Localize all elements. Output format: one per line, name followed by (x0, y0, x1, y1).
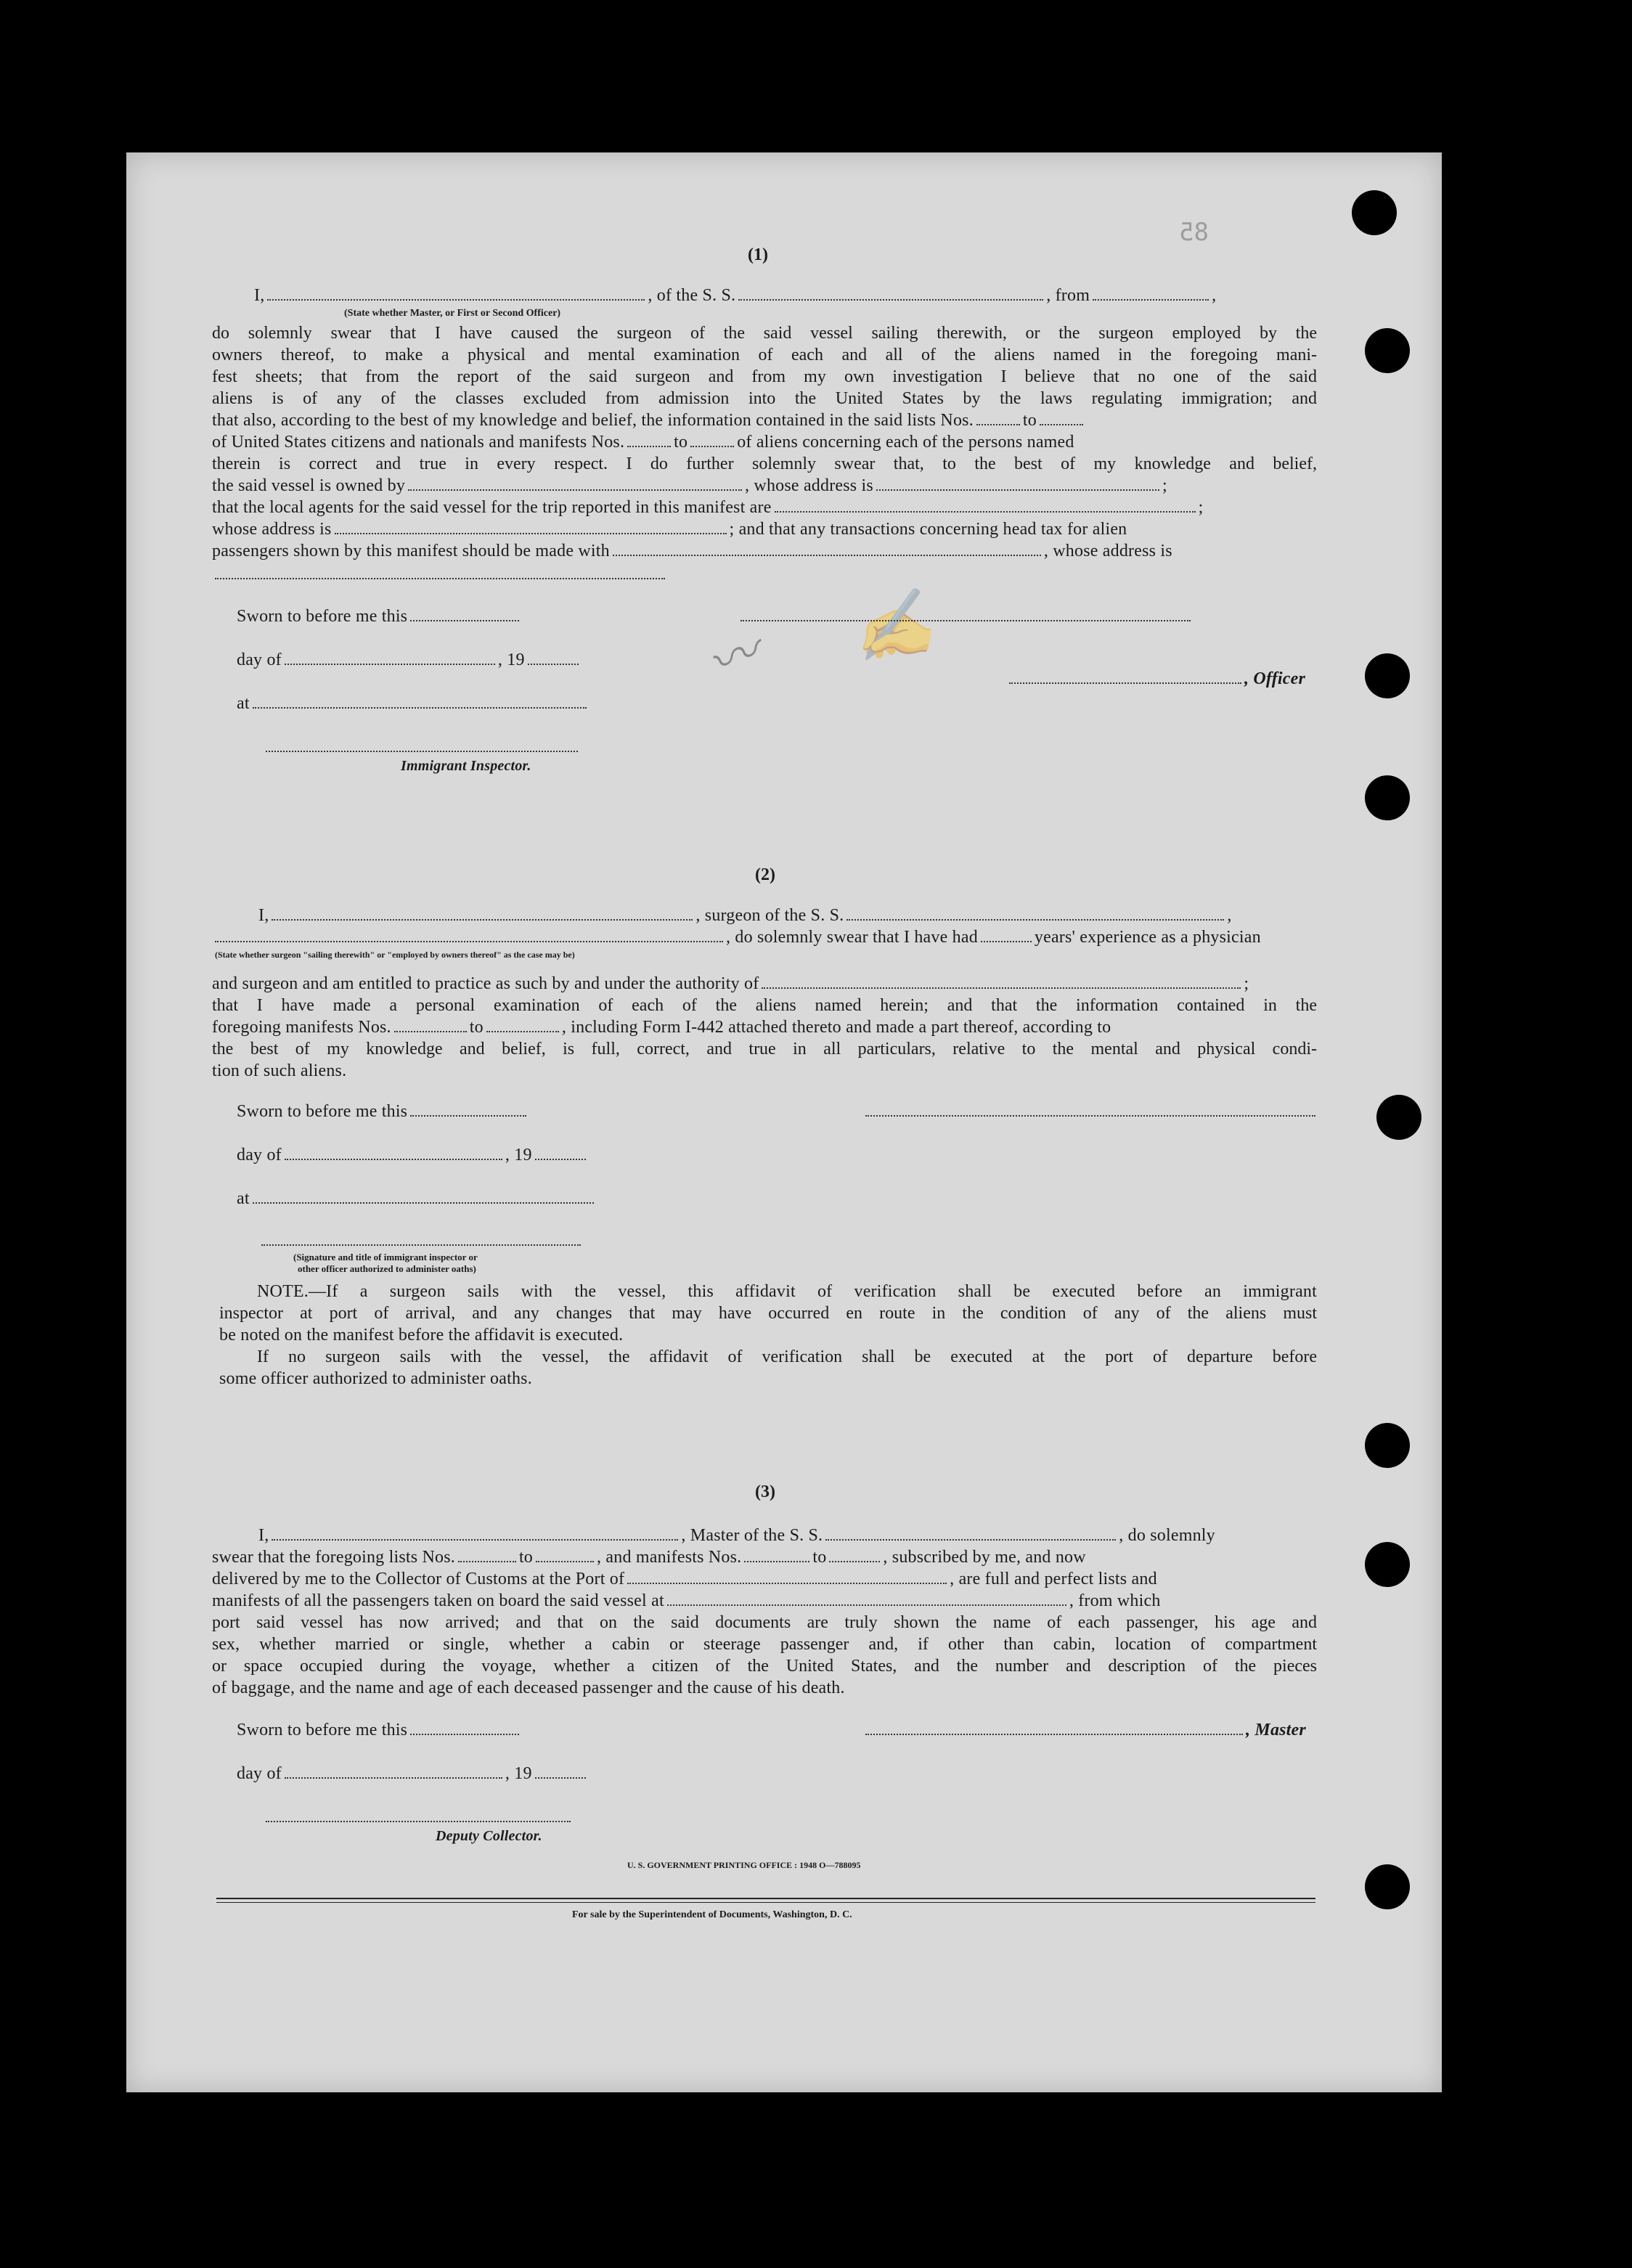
s1-officer-signature-line (738, 605, 1194, 627)
s2-body-line-4: the best of my knowledge and belief, is full, correct, and true in all particulars, relative to the mental and physical condi- (212, 1040, 1317, 1058)
s1-head-tax-address-blank[interactable] (215, 577, 665, 579)
punch-hole (1376, 1095, 1421, 1140)
s1-at-blank[interactable] (253, 706, 587, 709)
s1-owner-address-blank[interactable] (876, 489, 1159, 491)
s3-ship-blank[interactable] (825, 1538, 1116, 1541)
s1-i-label: I, (254, 286, 265, 305)
s2-day-blank[interactable] (285, 1158, 502, 1160)
s1-agents-blank[interactable] (775, 510, 1196, 513)
s1-head-tax-blank[interactable] (613, 554, 1041, 556)
sale-notice: For sale by the Superintendent of Documents, Washington, D. C. (572, 1909, 852, 1920)
s3-body-line-3: or space occupied during the voyage, whether a citizen of the United States, and the number and description of the pieces (212, 1657, 1317, 1676)
s1-day-of: day of , 19 (237, 649, 582, 671)
s2-manifests-to-blank[interactable] (486, 1030, 559, 1032)
punch-hole (1365, 1542, 1410, 1587)
s2-sworn-blank[interactable] (410, 1114, 526, 1117)
s2-authority-blank[interactable] (762, 987, 1241, 989)
s1-officer-title-blank[interactable] (1009, 682, 1241, 684)
s1-sworn-blank[interactable] (410, 619, 519, 621)
s2-year-blank[interactable] (535, 1158, 586, 1160)
s1-body-line-5: that also, according to the best of my knowledge and belief, the information contained in the said lists Nos. to (212, 409, 1086, 431)
s2-sig-note-1: (Signature and title of immigrant inspector or (293, 1252, 478, 1263)
s1-inspector-blank[interactable] (266, 750, 578, 752)
s1-line-1: I, , of the S. S. , from , (254, 286, 1217, 305)
s3-line-4: manifests of all the passengers taken on board the said vessel at , from which (212, 1591, 1161, 1610)
s2-body-line-3: foregoing manifests Nos. to , including Form I-442 attached thereto and made a part thereof, according to (212, 1018, 1111, 1037)
s1-address-line (212, 563, 668, 585)
s2-ship-blank[interactable] (846, 918, 1224, 921)
s3-year-blank[interactable] (535, 1777, 586, 1779)
s3-body-line-1: port said vessel has now arrived; and that on the said documents are truly shown the name of each passenger, his age and (212, 1613, 1317, 1632)
s1-body-line-2: owners thereof, to make a physical and mental examination of each and all of the aliens named in the foregoing mani- (212, 346, 1317, 364)
s2-note-line-1: NOTE.—If a surgeon sails with the vessel, this affidavit of verification shall be executed before an immigrant (257, 1282, 1317, 1301)
s2-surgeon-name-blank[interactable] (272, 918, 693, 921)
s3-sworn-blank[interactable] (410, 1733, 519, 1735)
bleed-through-page-number: 85 (1179, 218, 1209, 247)
punch-hole (1352, 190, 1397, 235)
s1-from-label: , from (1046, 286, 1090, 305)
s1-body-line-11: passengers shown by this manifest should be made with , whose address is (212, 542, 1172, 560)
s1-body-line-6: of United States citizens and nationals and manifests Nos. to of aliens concerning each of the persons named (212, 433, 1074, 452)
s1-sworn: Sworn to before me this (237, 605, 522, 627)
s3-day-of: day of , 19 (237, 1763, 589, 1784)
s2-sig-line (258, 1230, 584, 1252)
s3-body-line-2: sex, whether married or single, whether a cabin or steerage passenger and, if other than cabin, location of compartment (212, 1635, 1317, 1654)
s1-from-blank[interactable] (1093, 298, 1209, 301)
s3-master-label: , Master (1246, 1721, 1306, 1739)
s2-surgeon-note: (State whether surgeon "sailing therewith" or "employed by owners thereof" as the case may be) (215, 950, 575, 960)
s1-body-line-1: do solemnly swear that I have caused the surgeon of the said vessel sailing therewith, or the surgeon employed by the (212, 324, 1317, 343)
punch-hole (1365, 1864, 1410, 1909)
s1-body-line-9: that the local agents for the said vessel for the trip reported in this manifest are ; (212, 498, 1204, 517)
s2-day-of: day of , 19 (237, 1144, 589, 1166)
s1-manifests-from-blank[interactable] (627, 445, 671, 447)
s2-manifests-from-blank[interactable] (394, 1030, 467, 1032)
s1-body-line-3: fest sheets; that from the report of the said surgeon and from my own investigation I believe that no one of the said (212, 367, 1317, 386)
s1-officer-line (1006, 668, 1305, 690)
section-1-number: (1) (748, 245, 768, 264)
section-3-number: (3) (755, 1482, 775, 1501)
s2-sworn: Sworn to before me this (237, 1101, 529, 1122)
s1-body-line-7: therein is correct and true in every respect. I do further solemnly swear that, to the best of my knowledge and belief, (212, 454, 1317, 473)
s2-note-line-5: some officer authorized to administer oaths. (219, 1369, 532, 1388)
s2-at-blank[interactable] (253, 1202, 594, 1204)
s2-at: at (237, 1188, 597, 1210)
s1-of-ss-label: , of the S. S. (648, 286, 736, 305)
s1-body-line-10: whose address is ; and that any transactions concerning head tax for alien (212, 520, 1127, 539)
s2-note-line-4: If no surgeon sails with the vessel, the affidavit of verification shall be executed at the port of departure before (257, 1347, 1317, 1366)
s1-year-blank[interactable] (528, 663, 579, 665)
s1-ship-blank[interactable] (738, 298, 1043, 301)
s3-deputy-blank[interactable] (266, 1820, 571, 1822)
s2-note-line-2: inspector at port of arrival, and any changes that may have occurred en route in the condition of any of the aliens must (219, 1304, 1317, 1323)
s3-line-3: delivered by me to the Collector of Customs at the Port of , are full and perfect lists and (212, 1570, 1157, 1588)
s2-note-line-3: be noted on the manifest before the affidavit is executed. (219, 1326, 624, 1345)
s2-surgeon-type-blank[interactable] (215, 940, 723, 942)
s2-line-1: I, , surgeon of the S. S. , (258, 906, 1232, 925)
s2-years-blank[interactable] (981, 940, 1032, 942)
punch-hole (1365, 328, 1410, 373)
s3-lists-from-blank[interactable] (458, 1560, 516, 1562)
handwritten-signature: ✍ (847, 582, 939, 670)
punch-hole (1365, 775, 1410, 820)
s2-sig-note-2: other officer authorized to administer oaths) (298, 1263, 476, 1274)
s1-officer-label: , Officer (1244, 669, 1305, 688)
s3-boarding-port-blank[interactable] (667, 1604, 1066, 1606)
handwritten-mark: 〰 (699, 621, 768, 695)
s2-signature-line (862, 1101, 1318, 1122)
s1-inspector-label: Immigrant Inspector. (401, 758, 531, 774)
s1-manifests-to-blank[interactable] (690, 445, 734, 447)
footer-rule-1 (216, 1898, 1315, 1899)
gpo-imprint: U. S. GOVERNMENT PRINTING OFFICE : 1948 O—788095 (627, 1860, 861, 1870)
s3-day-blank[interactable] (285, 1777, 502, 1779)
s3-port-blank[interactable] (627, 1582, 947, 1584)
s2-body-line-5: tion of such aliens. (212, 1061, 347, 1080)
s3-master-signature (862, 1719, 1306, 1741)
note-label: NOTE. (257, 1282, 309, 1301)
s2-body-line-1: and surgeon and am entitled to practice as such by and under the authority of ; (212, 974, 1249, 993)
footer-rule-2 (216, 1902, 1315, 1903)
s1-day-blank[interactable] (285, 663, 495, 665)
punch-hole (1365, 653, 1410, 698)
s1-lists-from-blank[interactable] (976, 423, 1020, 425)
s3-line-2: swear that the foregoing lists Nos. to , and manifests Nos. to , subscribed by me, and now (212, 1548, 1086, 1567)
section-2-number: (2) (755, 865, 775, 884)
s1-agents-address-blank[interactable] (335, 532, 727, 534)
s3-body-line-4: of baggage, and the name and age of each deceased passenger and the cause of his death. (212, 1678, 845, 1697)
s1-officer-blank[interactable] (267, 298, 645, 301)
s2-body-line-2: that I have made a personal examination of each of the aliens named herein; and that the information contained in the (212, 996, 1317, 1015)
s1-lists-to-blank[interactable] (1040, 423, 1083, 425)
s3-master-signature-blank[interactable] (865, 1733, 1243, 1735)
s3-deputy-label: Deputy Collector. (436, 1828, 542, 1844)
s1-officer-note: (State whether Master, or First or Second Officer) (344, 308, 561, 319)
s2-signature-blank[interactable] (865, 1114, 1315, 1117)
s2-line-2: , do solemnly swear that I have had years' experience as a physician (212, 926, 1261, 948)
s1-officer-signature-blank[interactable] (740, 619, 1191, 621)
s1-body-line-4: aliens is of any of the classes excluded from admission into the United States by the laws regulating immigration; and (212, 389, 1317, 408)
s3-lists-to-blank[interactable] (536, 1560, 594, 1562)
s1-at: at (237, 693, 589, 714)
punch-hole (1365, 1423, 1410, 1468)
s3-sworn: Sworn to before me this (237, 1719, 522, 1741)
manifest-form-page (126, 152, 1442, 2092)
s1-owner-blank[interactable] (408, 489, 742, 491)
s1-body-line-8: the said vessel is owned by , whose address is ; (212, 476, 1167, 495)
s3-master-name-blank[interactable] (272, 1538, 678, 1541)
s3-manifests-to-blank[interactable] (829, 1560, 880, 1562)
s3-manifests-from-blank[interactable] (744, 1560, 809, 1562)
s2-inspector-signature-blank[interactable] (261, 1244, 581, 1246)
s3-line-1: I, , Master of the S. S. , do solemnly (258, 1526, 1215, 1545)
